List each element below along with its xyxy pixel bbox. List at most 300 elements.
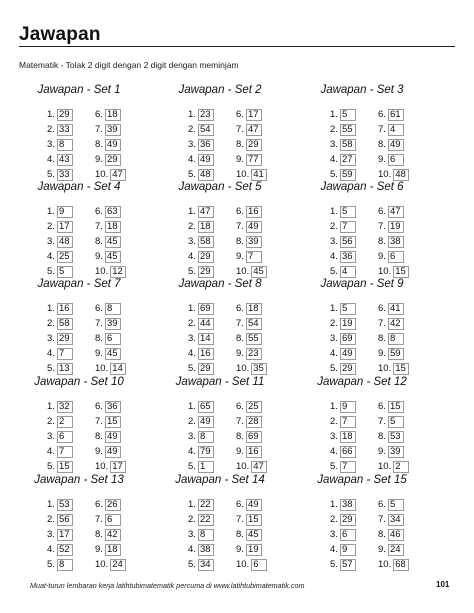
answer-number: 1. bbox=[330, 109, 338, 120]
answer-box: 18 bbox=[198, 221, 214, 233]
answer-box: 48 bbox=[393, 169, 409, 181]
answer-number: 2. bbox=[330, 124, 338, 135]
answer-box: 29 bbox=[57, 333, 73, 345]
answer-number: 7. bbox=[95, 318, 103, 329]
answer-number: 1. bbox=[47, 303, 55, 314]
answer-number: 3. bbox=[47, 529, 55, 540]
answer-box: 7 bbox=[57, 446, 73, 458]
answer-number: 8. bbox=[236, 236, 244, 247]
answer-box: 38 bbox=[340, 499, 356, 511]
answer-box: 49 bbox=[105, 446, 121, 458]
answer-box: 29 bbox=[340, 514, 356, 526]
answer-box: 68 bbox=[393, 559, 409, 571]
answer-item bbox=[378, 303, 404, 314]
answer-set-title: Jawapan - Set 4 bbox=[37, 181, 121, 193]
answer-number: 8. bbox=[236, 431, 244, 442]
answer-item bbox=[95, 559, 126, 570]
answer-number: 9. bbox=[378, 251, 386, 262]
answer-number: 4. bbox=[330, 446, 338, 457]
answer-box: 58 bbox=[198, 236, 214, 248]
answer-box: 8 bbox=[105, 303, 121, 315]
answer-box: 7 bbox=[246, 251, 262, 263]
answer-box: 69 bbox=[246, 431, 262, 443]
answer-number: 7. bbox=[236, 318, 244, 329]
answer-number: 6. bbox=[95, 499, 103, 510]
answer-number: 4. bbox=[330, 154, 338, 165]
answer-item bbox=[188, 431, 214, 442]
answer-item bbox=[236, 318, 262, 329]
answer-set bbox=[14, 181, 144, 276]
answer-box: 17 bbox=[110, 461, 126, 473]
answer-set-title: Jawapan - Set 11 bbox=[175, 376, 265, 388]
answer-item bbox=[330, 544, 356, 555]
answer-number: 3. bbox=[188, 236, 196, 247]
answer-set-title: Jawapan - Set 2 bbox=[178, 84, 262, 96]
answer-number: 5. bbox=[47, 266, 55, 277]
answer-box: 17 bbox=[57, 221, 73, 233]
answer-item bbox=[188, 318, 214, 329]
answer-item bbox=[47, 139, 73, 150]
answer-number: 3. bbox=[330, 333, 338, 344]
answer-box: 49 bbox=[198, 154, 214, 166]
answer-number: 6. bbox=[378, 499, 386, 510]
answer-box: 59 bbox=[388, 348, 404, 360]
answer-number: 7. bbox=[378, 221, 386, 232]
page-number: 101 bbox=[436, 580, 450, 589]
answer-item bbox=[236, 109, 262, 120]
answer-item bbox=[188, 416, 214, 427]
answer-box: 16 bbox=[57, 303, 73, 315]
answer-number: 1. bbox=[330, 401, 338, 412]
answer-box: 49 bbox=[105, 139, 121, 151]
answer-item bbox=[236, 544, 262, 555]
answer-box: 26 bbox=[105, 499, 121, 511]
answer-number: 3. bbox=[330, 431, 338, 442]
answer-box: 52 bbox=[57, 544, 73, 556]
answer-number: 1. bbox=[47, 401, 55, 412]
answer-number: 8. bbox=[378, 139, 386, 150]
answer-box: 19 bbox=[388, 221, 404, 233]
answer-number: 8. bbox=[378, 431, 386, 442]
answer-number: 7. bbox=[95, 514, 103, 525]
answer-item bbox=[236, 431, 262, 442]
answer-item bbox=[236, 303, 262, 314]
answer-item bbox=[330, 499, 356, 510]
answer-number: 2. bbox=[47, 416, 55, 427]
answer-box: 5 bbox=[57, 266, 73, 278]
answer-item bbox=[378, 559, 409, 570]
answer-item bbox=[330, 431, 356, 442]
answer-box: 35 bbox=[251, 363, 267, 375]
answer-number: 1. bbox=[188, 303, 196, 314]
answer-item bbox=[236, 401, 262, 412]
answer-box: 15 bbox=[57, 461, 73, 473]
answer-item bbox=[330, 221, 356, 232]
answer-number: 2. bbox=[330, 318, 338, 329]
answer-box: 41 bbox=[251, 169, 267, 181]
answer-box: 22 bbox=[198, 499, 214, 511]
answer-box: 24 bbox=[110, 559, 126, 571]
answer-number: 2. bbox=[330, 416, 338, 427]
answer-item bbox=[95, 348, 121, 359]
answer-number: 8. bbox=[95, 431, 103, 442]
answer-number: 10. bbox=[378, 461, 392, 472]
answer-item bbox=[188, 446, 214, 457]
answer-number: 8. bbox=[95, 529, 103, 540]
answer-number: 3. bbox=[330, 529, 338, 540]
answer-item bbox=[47, 461, 73, 472]
answer-item bbox=[330, 514, 356, 525]
answer-number: 7. bbox=[378, 416, 386, 427]
answer-box: 7 bbox=[340, 461, 356, 473]
answer-number: 5. bbox=[47, 559, 55, 570]
answer-item bbox=[47, 303, 73, 314]
answer-number: 4. bbox=[330, 348, 338, 359]
answer-item bbox=[236, 446, 262, 457]
answer-item bbox=[47, 124, 73, 135]
answer-number: 4. bbox=[47, 348, 55, 359]
answer-item bbox=[236, 124, 262, 135]
answer-number: 8. bbox=[378, 236, 386, 247]
answer-item bbox=[47, 431, 73, 442]
answer-number: 9. bbox=[236, 251, 244, 262]
answer-item bbox=[330, 363, 356, 374]
answer-item bbox=[95, 109, 121, 120]
answer-number: 7. bbox=[95, 124, 103, 135]
answer-item bbox=[330, 169, 356, 180]
answer-box: 42 bbox=[388, 318, 404, 330]
answer-item bbox=[188, 109, 214, 120]
answer-box: 45 bbox=[246, 529, 262, 541]
answer-number: 5. bbox=[330, 169, 338, 180]
answer-set-title: Jawapan - Set 7 bbox=[37, 278, 121, 290]
answer-number: 1. bbox=[188, 499, 196, 510]
answer-number: 5. bbox=[188, 559, 196, 570]
answer-item bbox=[95, 266, 126, 277]
answer-set-title: Jawapan - Set 13 bbox=[34, 474, 124, 486]
answer-number: 9. bbox=[236, 154, 244, 165]
answer-item bbox=[95, 221, 121, 232]
answer-box: 8 bbox=[57, 559, 73, 571]
answer-box: 15 bbox=[393, 266, 409, 278]
answer-item bbox=[47, 514, 73, 525]
answer-box: 33 bbox=[57, 124, 73, 136]
answer-box: 54 bbox=[198, 124, 214, 136]
answer-item bbox=[378, 236, 404, 247]
answer-item bbox=[378, 431, 404, 442]
answer-number: 7. bbox=[378, 514, 386, 525]
answer-number: 10. bbox=[236, 363, 250, 374]
answer-number: 2. bbox=[330, 514, 338, 525]
answer-item bbox=[378, 544, 404, 555]
answer-box: 29 bbox=[198, 363, 214, 375]
answer-set bbox=[14, 84, 144, 179]
answer-item bbox=[330, 251, 356, 262]
answer-item bbox=[47, 416, 73, 427]
answer-number: 9. bbox=[95, 154, 103, 165]
answer-box: 29 bbox=[246, 139, 262, 151]
answer-number: 5. bbox=[330, 461, 338, 472]
answer-number: 9. bbox=[95, 446, 103, 457]
answer-item bbox=[330, 461, 356, 472]
answer-item bbox=[47, 333, 73, 344]
answer-item bbox=[236, 559, 267, 570]
answer-item bbox=[378, 139, 404, 150]
answer-number: 5. bbox=[47, 169, 55, 180]
answer-box: 56 bbox=[57, 514, 73, 526]
answer-number: 3. bbox=[188, 139, 196, 150]
answer-box: 15 bbox=[105, 416, 121, 428]
answer-box: 38 bbox=[198, 544, 214, 556]
answer-set-title: Jawapan - Set 15 bbox=[317, 474, 407, 486]
answer-number: 1. bbox=[47, 109, 55, 120]
answer-number: 8. bbox=[378, 333, 386, 344]
answer-number: 4. bbox=[188, 154, 196, 165]
answer-item bbox=[330, 348, 356, 359]
answer-item bbox=[330, 236, 356, 247]
answer-number: 2. bbox=[47, 124, 55, 135]
answer-item bbox=[188, 529, 214, 540]
answer-item bbox=[330, 303, 356, 314]
answer-number: 3. bbox=[47, 139, 55, 150]
answer-item bbox=[236, 139, 262, 150]
answer-number: 2. bbox=[47, 514, 55, 525]
answer-set-title: Jawapan - Set 10 bbox=[34, 376, 124, 388]
answer-box: 22 bbox=[198, 514, 214, 526]
answer-item bbox=[47, 363, 73, 374]
answer-item bbox=[188, 266, 214, 277]
answer-set-title: Jawapan - Set 14 bbox=[175, 474, 265, 486]
answer-number: 6. bbox=[378, 303, 386, 314]
answer-number: 4. bbox=[47, 446, 55, 457]
answer-number: 2. bbox=[188, 318, 196, 329]
answer-number: 7. bbox=[236, 514, 244, 525]
answer-number: 5. bbox=[188, 266, 196, 277]
answer-item bbox=[188, 559, 214, 570]
answer-box: 45 bbox=[105, 236, 121, 248]
answer-item bbox=[378, 109, 404, 120]
answer-item bbox=[47, 236, 73, 247]
answer-number: 8. bbox=[95, 236, 103, 247]
answer-box: 9 bbox=[340, 401, 356, 413]
answer-box: 39 bbox=[105, 124, 121, 136]
answer-number: 6. bbox=[236, 109, 244, 120]
answer-item bbox=[188, 499, 214, 510]
answer-box: 27 bbox=[340, 154, 356, 166]
title-rule bbox=[19, 46, 455, 47]
answer-box: 47 bbox=[246, 124, 262, 136]
answer-box: 48 bbox=[198, 169, 214, 181]
answer-box: 49 bbox=[340, 348, 356, 360]
answer-number: 9. bbox=[378, 446, 386, 457]
answer-box: 69 bbox=[198, 303, 214, 315]
answer-set bbox=[155, 278, 285, 373]
answer-number: 6. bbox=[95, 401, 103, 412]
answer-box: 53 bbox=[388, 431, 404, 443]
answer-box: 16 bbox=[246, 206, 262, 218]
answer-item bbox=[188, 206, 214, 217]
answer-item bbox=[236, 266, 267, 277]
answer-number: 4. bbox=[47, 154, 55, 165]
answer-box: 25 bbox=[246, 401, 262, 413]
answer-item bbox=[236, 333, 262, 344]
answer-item bbox=[95, 236, 121, 247]
answer-item bbox=[95, 499, 121, 510]
answer-number: 1. bbox=[47, 499, 55, 510]
answer-item bbox=[236, 416, 262, 427]
answer-box: 43 bbox=[57, 154, 73, 166]
answer-set bbox=[14, 278, 144, 373]
answer-number: 1. bbox=[330, 206, 338, 217]
answer-number: 2. bbox=[47, 318, 55, 329]
answer-number: 5. bbox=[47, 363, 55, 374]
answer-item bbox=[95, 446, 121, 457]
answer-box: 41 bbox=[388, 303, 404, 315]
answer-box: 42 bbox=[105, 529, 121, 541]
answer-box: 55 bbox=[340, 124, 356, 136]
answer-number: 9. bbox=[236, 348, 244, 359]
answer-number: 7. bbox=[378, 124, 386, 135]
answer-item bbox=[47, 318, 73, 329]
answer-box: 58 bbox=[340, 139, 356, 151]
answer-number: 9. bbox=[378, 348, 386, 359]
answer-item bbox=[95, 206, 121, 217]
answer-item bbox=[236, 154, 262, 165]
answer-box: 6 bbox=[388, 154, 404, 166]
answer-number: 6. bbox=[236, 499, 244, 510]
answer-box: 57 bbox=[340, 559, 356, 571]
answer-item bbox=[378, 416, 404, 427]
answer-item bbox=[47, 109, 73, 120]
answer-number: 1. bbox=[188, 401, 196, 412]
answer-box: 6 bbox=[388, 251, 404, 263]
answer-item bbox=[188, 251, 214, 262]
answer-number: 6. bbox=[236, 206, 244, 217]
answer-set-title: Jawapan - Set 8 bbox=[178, 278, 262, 290]
answer-box: 29 bbox=[198, 251, 214, 263]
answer-item bbox=[95, 139, 121, 150]
answer-box: 48 bbox=[57, 236, 73, 248]
answer-item bbox=[95, 461, 126, 472]
answer-number: 10. bbox=[236, 461, 250, 472]
answer-number: 2. bbox=[330, 221, 338, 232]
answer-number: 2. bbox=[188, 124, 196, 135]
answer-item bbox=[378, 529, 404, 540]
answer-item bbox=[188, 461, 214, 472]
answer-box: 39 bbox=[105, 318, 121, 330]
answer-item bbox=[47, 206, 73, 217]
answer-item bbox=[330, 154, 356, 165]
answer-box: 58 bbox=[57, 318, 73, 330]
answer-item bbox=[47, 348, 73, 359]
answer-item bbox=[378, 206, 404, 217]
answer-box: 14 bbox=[110, 363, 126, 375]
answer-item bbox=[188, 139, 214, 150]
answer-item bbox=[330, 333, 356, 344]
answer-number: 8. bbox=[95, 139, 103, 150]
answer-item bbox=[236, 206, 262, 217]
answer-number: 4. bbox=[47, 544, 55, 555]
answer-box: 18 bbox=[105, 221, 121, 233]
answer-box: 29 bbox=[57, 109, 73, 121]
answer-box: 49 bbox=[388, 139, 404, 151]
answer-box: 79 bbox=[198, 446, 214, 458]
answer-box: 25 bbox=[57, 251, 73, 263]
answer-box: 47 bbox=[198, 206, 214, 218]
answer-number: 9. bbox=[95, 348, 103, 359]
answer-box: 16 bbox=[246, 446, 262, 458]
answer-box: 14 bbox=[198, 333, 214, 345]
answer-box: 17 bbox=[246, 109, 262, 121]
answer-item bbox=[95, 544, 121, 555]
footer-text: Muat-turun lembaran kerja latihtubimatematik percuma di www.latihtubimatematik.com bbox=[30, 581, 305, 590]
answer-box: 2 bbox=[393, 461, 409, 473]
answer-item bbox=[378, 221, 404, 232]
answer-number: 1. bbox=[188, 109, 196, 120]
answer-item bbox=[378, 154, 404, 165]
answer-item bbox=[95, 251, 121, 262]
answer-number: 4. bbox=[188, 251, 196, 262]
answer-box: 16 bbox=[198, 348, 214, 360]
answer-item bbox=[47, 544, 73, 555]
answer-box: 6 bbox=[251, 559, 267, 571]
answer-item bbox=[188, 303, 214, 314]
answer-number: 3. bbox=[188, 431, 196, 442]
answer-item bbox=[236, 514, 262, 525]
answer-box: 6 bbox=[340, 529, 356, 541]
answer-item bbox=[330, 401, 356, 412]
answer-set bbox=[297, 181, 427, 276]
answer-item bbox=[47, 266, 73, 277]
answer-item bbox=[378, 251, 404, 262]
answer-set-title: Jawapan - Set 12 bbox=[317, 376, 407, 388]
answer-item bbox=[47, 529, 73, 540]
answer-item bbox=[330, 416, 356, 427]
answer-box: 4 bbox=[340, 266, 356, 278]
answer-item bbox=[236, 251, 262, 262]
answer-box: 56 bbox=[340, 236, 356, 248]
answer-number: 9. bbox=[236, 446, 244, 457]
answer-number: 5. bbox=[330, 363, 338, 374]
answer-number: 7. bbox=[95, 221, 103, 232]
answer-box: 19 bbox=[340, 318, 356, 330]
answer-number: 6. bbox=[378, 206, 386, 217]
answer-box: 44 bbox=[198, 318, 214, 330]
answer-number: 7. bbox=[95, 416, 103, 427]
answer-number: 5. bbox=[188, 363, 196, 374]
answer-set-title: Jawapan - Set 5 bbox=[178, 181, 262, 193]
answer-number: 10. bbox=[95, 461, 109, 472]
answer-box: 17 bbox=[57, 529, 73, 541]
answer-box: 39 bbox=[246, 236, 262, 248]
answer-box: 45 bbox=[251, 266, 267, 278]
answer-item bbox=[236, 461, 267, 472]
answer-box: 6 bbox=[105, 333, 121, 345]
answer-number: 4. bbox=[330, 251, 338, 262]
answer-box: 29 bbox=[105, 154, 121, 166]
answer-number: 9. bbox=[95, 544, 103, 555]
answer-box: 15 bbox=[393, 363, 409, 375]
answer-number: 3. bbox=[47, 236, 55, 247]
answer-item bbox=[95, 169, 126, 180]
answer-item bbox=[47, 401, 73, 412]
answer-number: 1. bbox=[188, 206, 196, 217]
answer-item bbox=[95, 416, 121, 427]
answer-box: 18 bbox=[340, 431, 356, 443]
answer-box: 49 bbox=[198, 416, 214, 428]
answer-box: 63 bbox=[105, 206, 121, 218]
answer-box: 47 bbox=[388, 206, 404, 218]
